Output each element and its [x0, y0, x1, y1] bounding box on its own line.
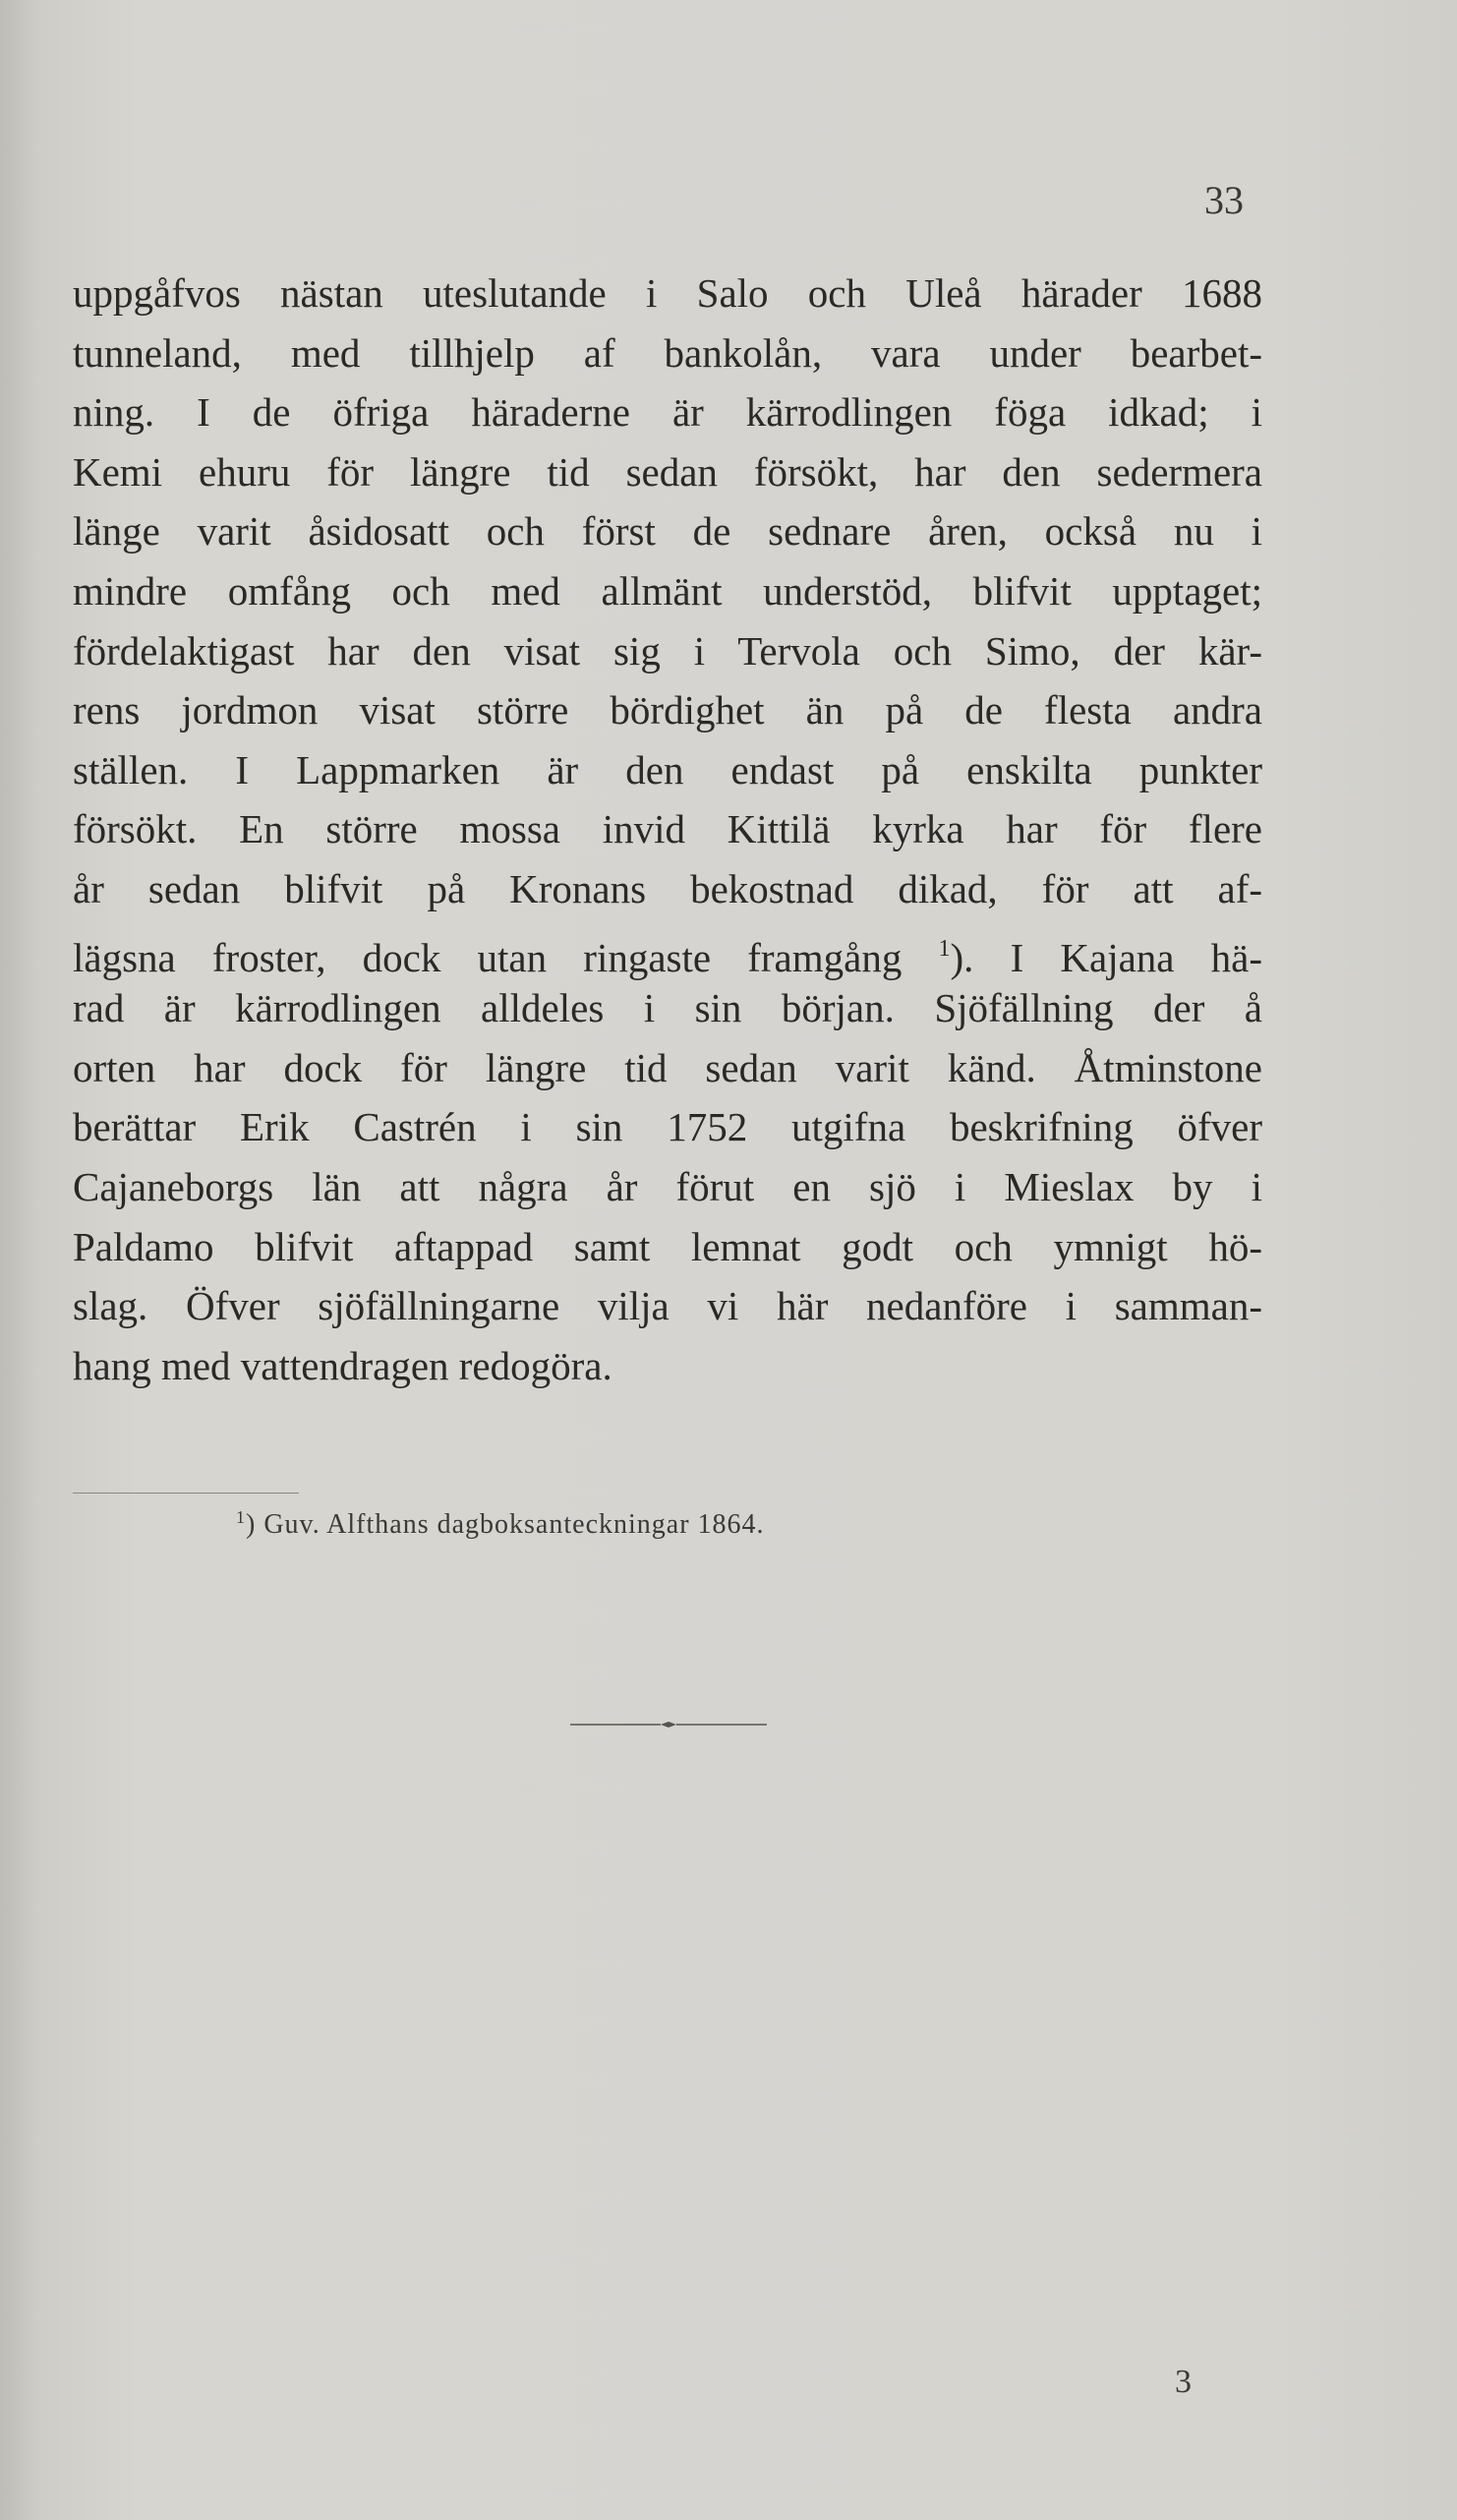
text-line: uppgåfvos nästan uteslutande i Salo och Uleå härader 1688 [73, 270, 1262, 316]
body-paragraph [73, 264, 1262, 1395]
text-line-last: hang med vattendragen redogöra. [73, 1342, 612, 1388]
text-line: mindre omfång och med allmänt understöd, blifvit upptaget; [73, 567, 1262, 614]
text-line: fördelaktigast har den visat sig i Tervola och Simo, der kär- [73, 627, 1262, 674]
text-line: försökt. En större mossa invid Kittilä kyrka har för flere [73, 806, 1262, 852]
text-line: Cajaneborgs län att några år förut en sjö i Mieslax by i [73, 1163, 1262, 1209]
section-end-ornament [570, 1721, 767, 1729]
text-line: rad är kärrodlingen alldeles i sin början. Sjöfällning der å [73, 985, 1262, 1031]
text-line: länge varit åsidosatt och först de sednare åren, också nu i [73, 508, 1262, 555]
text-line: ning. I de öfriga häraderne är kärrodlingen föga idkad; i [73, 389, 1262, 436]
text-segment: ). I Kajana hä- [950, 934, 1263, 980]
text-line: orten har dock för längre tid sedan varit känd. Åtminstone [73, 1044, 1262, 1090]
footnote-marker: 1 [236, 1507, 246, 1527]
text-line: berättar Erik Castrén i sin 1752 utgifna beskrifning öfver [73, 1104, 1262, 1150]
footnote-reference[interactable]: 1 [938, 935, 951, 962]
footnote-separator [73, 1493, 299, 1494]
footnote-text: ) Guv. Alfthans dagboksanteckningar 1864. [246, 1509, 765, 1540]
text-line: rens jordmon visat större bördighet än på de flesta andra [73, 687, 1262, 733]
page-number: 33 [1204, 178, 1244, 222]
text-segment: lägsna froster, dock utan ringaste framgång [73, 934, 903, 980]
footnote [236, 1507, 765, 1541]
text-line: slag. Öfver sjöfällningarne vilja vi här nedanföre i samman- [73, 1283, 1262, 1329]
text-line: tunneland, med tillhjelp af bankolån, vara under bearbet- [73, 329, 1262, 376]
text-line: Kemi ehuru för längre tid sedan försökt, har den sedermera [73, 448, 1262, 495]
text-line-with-footnote-ref [73, 919, 1262, 979]
text-line: år sedan blifvit på Kronans bekostnad dikad, för att af- [73, 865, 1262, 911]
signature-mark: 3 [1175, 2364, 1192, 2400]
text-line: ställen. I Lappmarken är den endast på enskilta punkter [73, 746, 1262, 792]
text-line: Paldamo blifvit aftappad samt lemnat godt och ymnigt hö- [73, 1223, 1262, 1269]
